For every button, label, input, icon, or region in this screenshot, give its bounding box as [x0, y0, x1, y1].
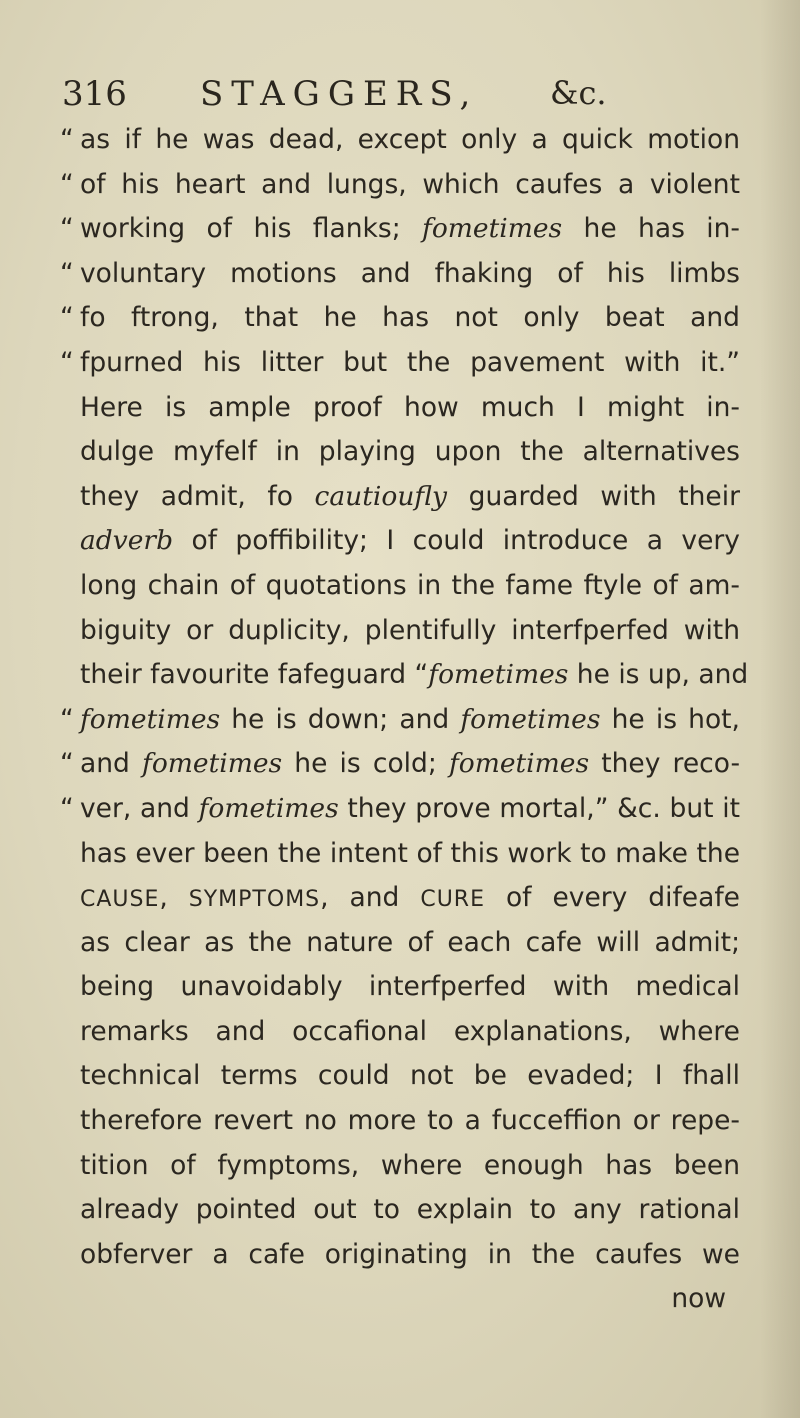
text-segment: ver, and	[80, 792, 199, 824]
text-line	[80, 1233, 740, 1278]
text-segment: technical terms could not be evaded; I fhall	[80, 1060, 740, 1092]
text-segment: of his heart and lungs, which caufes a violent	[80, 168, 740, 200]
quote-mark: “	[60, 703, 74, 735]
text-line	[80, 1054, 740, 1099]
small-caps-text: CURE	[420, 887, 485, 913]
page-edge-shadow	[760, 0, 800, 1418]
text-line	[80, 386, 740, 431]
running-title-etc: &c.	[550, 74, 607, 112]
text-segment: they reco-	[589, 748, 741, 780]
text-line	[60, 698, 740, 743]
text-segment: has ever been the intent of this work to make the	[80, 837, 740, 869]
italic-text: fometimes	[428, 659, 569, 691]
running-header	[62, 74, 742, 122]
text-line	[80, 1188, 740, 1233]
text-segment: now	[671, 1283, 726, 1315]
text-segment: voluntary motions and fhaking of his limbs	[80, 257, 740, 289]
page-number: 316	[62, 74, 127, 114]
small-caps-text: CAUSE	[80, 887, 160, 913]
text-segment: obferver a cafe originating in the caufes we	[80, 1238, 740, 1270]
text-segment: they prove mortal,” &c. but it	[338, 792, 740, 824]
text-segment: he is cold;	[282, 748, 449, 780]
quote-mark: “	[60, 168, 74, 200]
text-segment: as clear as the nature of each cafe will admit;	[80, 926, 740, 958]
text-segment: long chain of quotations in the fame ftyle of am-	[80, 569, 740, 601]
text-line	[80, 1099, 740, 1144]
text-segment: already pointed out to explain to any rational	[80, 1194, 740, 1226]
text-line	[80, 832, 740, 877]
text-segment: he is down; and	[220, 703, 461, 735]
text-line	[60, 252, 740, 297]
text-segment: dulge myfelf in playing upon the alternatives	[80, 436, 740, 468]
text-segment: fpurned his litter but the pavement with it.”	[80, 346, 740, 378]
text-line	[60, 296, 740, 341]
text-segment: he is up, and	[568, 659, 749, 691]
quote-mark: “	[60, 302, 74, 334]
text-segment: he is hot,	[600, 703, 740, 735]
text-segment: remarks and occafional explanations, where	[80, 1015, 740, 1047]
quote-mark: “	[60, 124, 74, 155]
quote-mark: “	[60, 346, 74, 378]
text-segment: , and	[320, 882, 421, 914]
text-segment: working of his flanks;	[80, 213, 423, 245]
text-segment: tition of fymptoms, where enough has been	[80, 1149, 740, 1181]
body-text	[60, 118, 749, 1322]
quote-mark: “	[60, 257, 74, 289]
italic-text: fometimes	[448, 748, 590, 780]
text-line	[80, 430, 740, 475]
italic-text: fometimes	[198, 792, 339, 824]
text-segment: therefore revert no more to a fucceffion or repe-	[80, 1105, 740, 1137]
text-line	[60, 163, 740, 208]
text-line	[60, 118, 740, 163]
text-line	[80, 876, 740, 921]
text-line	[60, 341, 740, 386]
text-segment: guarded with their	[447, 480, 740, 512]
text-segment: fo ftrong, that he has not only beat and	[80, 302, 740, 334]
text-segment: being unavoidably interfperfed with medical	[80, 971, 740, 1003]
italic-text: fometimes	[80, 703, 221, 735]
text-line	[80, 475, 740, 520]
running-title: STAGGERS,	[200, 74, 479, 114]
text-segment: Here is ample proof how much I might in-	[80, 391, 740, 423]
italic-text: fometimes	[142, 748, 283, 780]
text-line	[80, 564, 740, 609]
text-line	[60, 207, 740, 252]
italic-text: cautioufly	[314, 480, 448, 512]
quote-mark: “	[60, 748, 74, 780]
text-segment: their favourite fafeguard “	[80, 659, 429, 691]
text-line	[60, 742, 741, 787]
text-line	[80, 609, 740, 654]
text-segment: as if he was dead, except only a quick motion	[80, 124, 740, 155]
text-line	[80, 519, 740, 564]
italic-text: fometimes	[422, 213, 563, 245]
text-segment: and	[80, 748, 143, 780]
text-line	[80, 1010, 740, 1055]
text-segment: they admit, fo	[80, 480, 315, 512]
text-line	[80, 1277, 740, 1322]
text-segment: of poffibility; I could introduce a very	[173, 525, 740, 557]
text-segment: of every difeafe	[485, 882, 740, 914]
text-segment: ,	[159, 882, 189, 914]
text-line	[80, 965, 740, 1010]
text-segment: biguity or duplicity, plentifully interfperfed with	[80, 614, 740, 646]
italic-text: adverb	[80, 525, 174, 557]
text-line	[80, 921, 740, 966]
quote-mark: “	[60, 792, 74, 824]
quote-mark: “	[60, 213, 74, 245]
text-line	[60, 787, 740, 832]
italic-text: fometimes	[460, 703, 601, 735]
small-caps-text: SYMPTOMS	[188, 887, 321, 913]
text-segment: he has in-	[562, 213, 740, 245]
text-line	[80, 653, 749, 698]
text-line	[80, 1144, 740, 1189]
